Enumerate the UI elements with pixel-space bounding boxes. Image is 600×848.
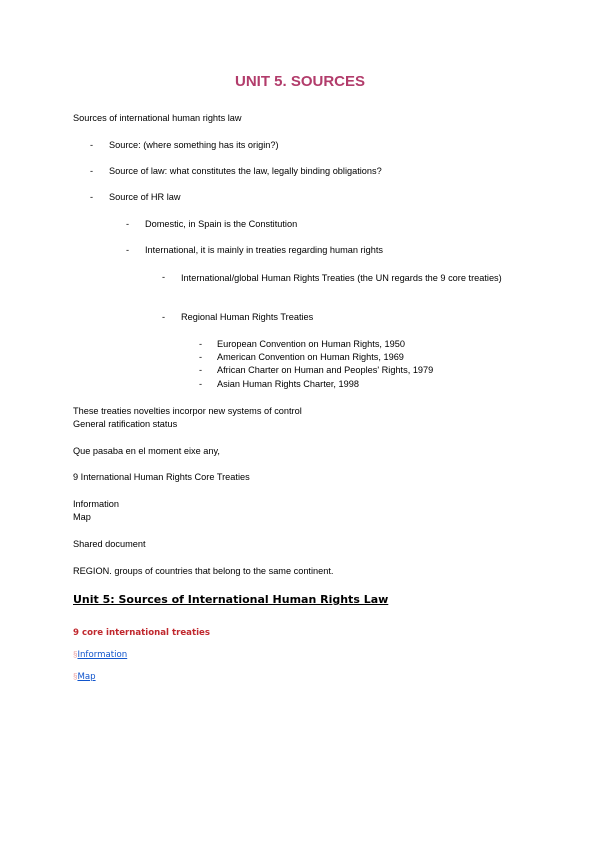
section-heading: Unit 5: Sources of International Human Rights Law <box>73 593 389 606</box>
list-item-text: International/global Human Rights Treaties (the UN regards the 9 core treaties) <box>181 273 502 283</box>
bullet-dash: - <box>199 352 203 362</box>
map-link[interactable]: Map <box>77 672 96 682</box>
list-item-text: International, it is mainly in treaties regarding human rights <box>145 245 383 255</box>
list-item-text: Source: (where something has its origin?) <box>109 140 279 150</box>
note-information: Information <box>73 499 119 509</box>
bullet-dash: - <box>199 339 203 349</box>
bullet-dash: - <box>90 140 94 150</box>
note-ratification: General ratification status <box>73 419 178 429</box>
section-mark-icon: § <box>73 650 78 659</box>
list-item-text: Source of law: what constitutes the law, legally binding obligations? <box>109 166 382 176</box>
list-item <box>90 166 93 176</box>
information-link-row <box>73 649 127 660</box>
bullet-dash: - <box>126 245 130 255</box>
list-item-text: African Charter on Human and Peoples' Rights, 1979 <box>217 365 434 375</box>
list-item-text: Asian Human Rights Charter, 1998 <box>217 379 359 389</box>
note-core-treaties: 9 International Human Rights Core Treaties <box>73 472 250 482</box>
list-item-text: American Convention on Human Rights, 1969 <box>217 352 404 362</box>
core-treaties-label: 9 core international treaties <box>73 628 210 638</box>
bullet-dash: - <box>126 219 130 229</box>
bullet-dash: - <box>90 166 94 176</box>
bullet-dash: - <box>90 192 94 202</box>
bullet-dash: - <box>162 312 166 322</box>
map-link-row <box>73 671 96 682</box>
list-item <box>90 140 93 150</box>
bullet-dash: - <box>162 272 166 282</box>
list-item <box>90 192 93 202</box>
section-mark-icon: § <box>73 672 78 681</box>
list-item-text: Domestic, in Spain is the Constitution <box>145 219 298 229</box>
note-que-pasaba: Que pasaba en el moment eixe any, <box>73 446 220 456</box>
bullet-dash: - <box>199 365 203 375</box>
note-shared-document: Shared document <box>73 539 146 549</box>
note-region: REGION. groups of countries that belong to the same continent. <box>73 566 334 576</box>
list-item-text: Source of HR law <box>109 192 181 202</box>
note-map: Map <box>73 512 91 522</box>
page-title: UNIT 5. SOURCES <box>234 73 366 90</box>
information-link[interactable]: Information <box>77 650 128 660</box>
intro-line: Sources of international human rights law <box>73 113 242 123</box>
note-novelties: These treaties novelties incorpor new systems of control <box>73 406 302 416</box>
list-item-text: European Convention on Human Rights, 1950 <box>217 339 405 349</box>
list-item-text: Regional Human Rights Treaties <box>181 312 314 322</box>
bullet-dash: - <box>199 379 203 389</box>
